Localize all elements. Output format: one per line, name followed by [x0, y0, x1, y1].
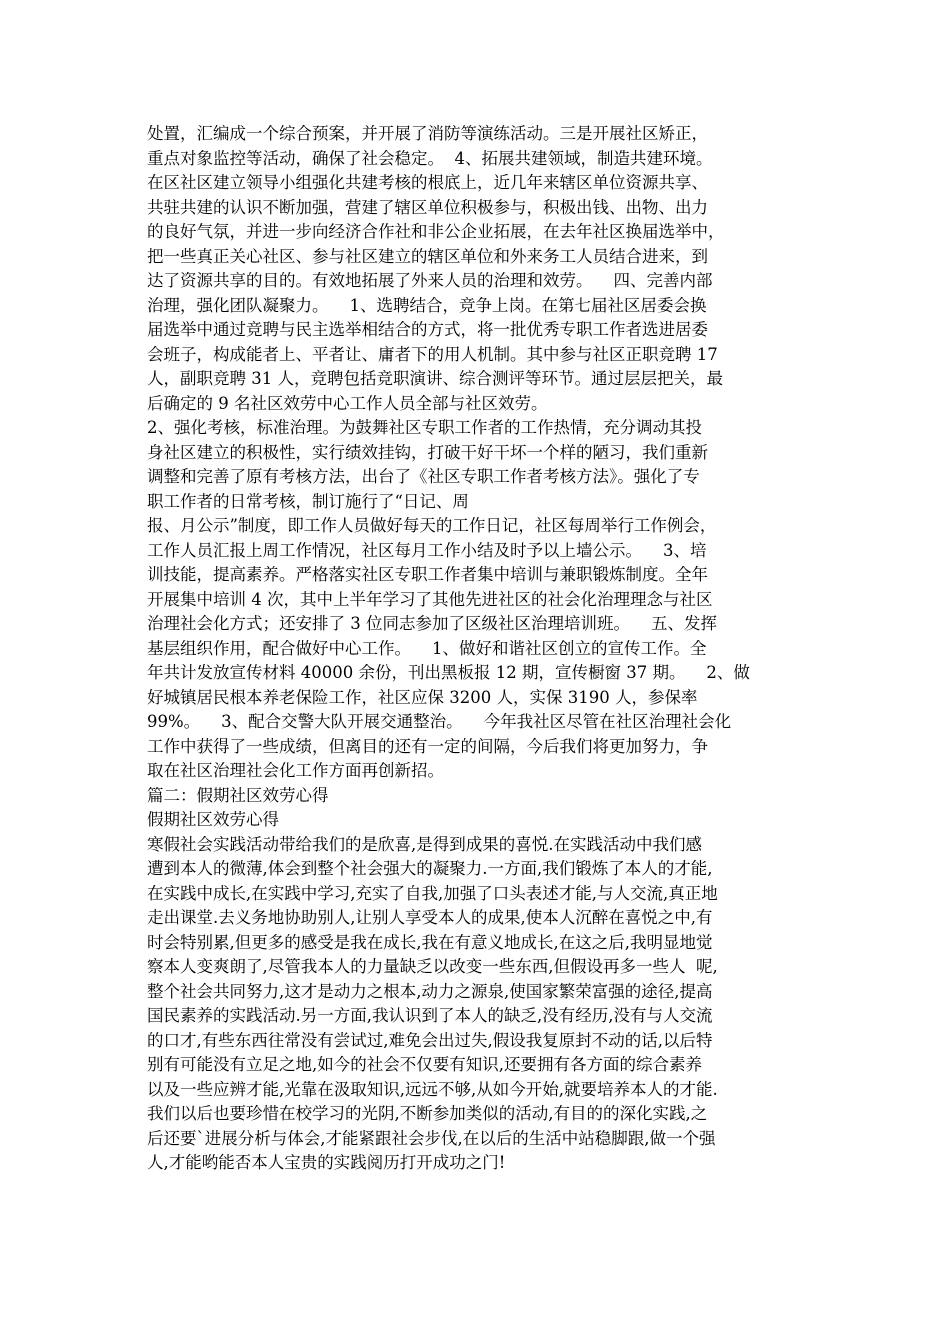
- text-line: 会班子，构成能者上、平者让、庸者下的用人机制。其中参与社区正职竞聘 17: [147, 344, 718, 364]
- text-line: 在实践中成长,在实践中学习,充实了自我,加强了口头表述才能,与人交流,真正地: [147, 883, 718, 903]
- text-line: 把一些真正关心社区、参与社区建立的辖区单位和外来务工人员结合进来，到: [147, 246, 708, 266]
- text-line: 共驻共建的认识不断加强，营建了辖区单位积极参与，积极出钱、出物、出力: [147, 197, 708, 217]
- text-line: 的口才,有些东西往常没有尝试过,难免会出过失,假设我复原封不动的话,以后特: [147, 1030, 713, 1050]
- text-line: 的良好气氛，并进一步向经济合作社和非公企业拓展，在去年社区换届选举中，: [147, 222, 725, 241]
- text-line: 届选举中通过竞聘与民主选举相结合的方式，将一批优秀专职工作者选进居委: [147, 320, 708, 339]
- text-line: 整个社会共同努力,这才是动力之根本,动力之源泉,使国家繁荣富强的途径,提高: [147, 981, 713, 1001]
- text-line: 工作人员汇报上周工作情况，社区每月工作小结及时予以上墙公示。 3、培: [147, 540, 707, 560]
- text-line: 假期社区效劳心得: [147, 810, 279, 829]
- text-line: 基层组织作用，配合做好中心工作。 1、做好和谐社区创立的宣传工作。全: [147, 638, 707, 658]
- text-line: 99%。 3、配合交警大队开展交通整治。 今年我社区尽管在社区治理社会化: [147, 712, 732, 731]
- text-line: 我们以后也要珍惜在校学习的光阴,不断参加类似的活动,有目的的深化实践,之: [147, 1104, 708, 1123]
- text-line: 时会特别累,但更多的感受是我在成长,我在有意义地成长,在这之后,我明显地觉: [147, 932, 713, 952]
- text-line: 遭到本人的微薄,体会到整个社会强大的凝聚力.一方面,我们锻炼了本人的才能,: [147, 859, 713, 878]
- text-line: 走出课堂.去义务地协助别人,让别人享受本人的成果,使本人沉醉在喜悦之中,有: [147, 908, 713, 927]
- text-line: 国民素养的实践活动.另一方面,我认识到了本人的缺乏,没有经历,没有与人交流: [147, 1006, 713, 1025]
- text-line: 取在社区治理社会化工作方面再创新招。: [147, 761, 444, 780]
- text-line: 工作中获得了一些成绩，但离目的还有一定的间隔，今后我们将更加努力，争: [147, 736, 708, 756]
- text-line: 调整和完善了原有考核方法，出台了《社区专职工作者考核方法》。强化了专: [147, 467, 700, 486]
- text-line: 后确定的 9 名社区效劳中心工作人员全部与社区效劳。: [147, 393, 548, 413]
- text-line: 后还要`进展分析与体会,才能紧跟社会步伐,在以后的生活中站稳脚跟,做一个强: [147, 1128, 716, 1148]
- text-line: 训技能，提高素养。严格落实社区专职工作者集中培训与兼职锻炼制度。全年: [147, 565, 708, 584]
- text-line: 篇二：假期社区效劳心得: [147, 785, 329, 805]
- text-line: 治理社会化方式；还安排了 3 位同志参加了区级社区治理培训班。 五、发挥: [147, 614, 717, 633]
- text-line: 别有可能没有立足之地,如今的社会不仅要有知识,还要拥有各方面的综合素养: [147, 1055, 702, 1074]
- text-line: 职工作者的日常考核，制订施行了“日记、周: [147, 491, 469, 511]
- text-line: 好城镇居民根本养老保险工作，社区应保 3200 人，实保 3190 人，参保率: [147, 687, 698, 707]
- text-line: 以及一些应辨才能,光靠在汲取知识,远远不够,从如今开始,就要培养本人的才能.: [147, 1079, 718, 1099]
- text-line: 人,才能哟能否本人宝贵的实践阅历打开成功之门!: [147, 1153, 506, 1172]
- text-line: 察本人变爽朗了,尽管我本人的力量缺乏以改变一些东西,但假设再多一些人 呢,: [147, 957, 718, 976]
- text-line: 报、月公示”制度，即工作人员做好每天的工作日记，社区每周举行工作例会，: [147, 516, 717, 535]
- text-line: 治理，强化团队凝聚力。 1、选聘结合，竞争上岗。在第七届社区居委会换: [147, 295, 707, 315]
- text-line: 处置，汇编成一个综合预案，并开展了消防等演练活动。三是开展社区矫正，: [147, 124, 708, 143]
- text-line: 达了资源共享的目的。有效地拓展了外来人员的治理和效劳。 四、完善内部: [147, 271, 713, 290]
- text-line: 开展集中培训 4 次，其中上半年学习了其他先进社区的社会化治理理念与社区: [147, 589, 713, 609]
- text-line: 人，副职竞聘 31 人，竞聘包括竞职演讲、综合测评等环节。通过层层把关，最: [147, 369, 723, 388]
- text-line: 重点对象监控等活动，确保了社会稳定。 4、拓展共建领域，制造共建环境。: [147, 148, 713, 168]
- text-line: 2、强化考核，标准治理。为鼓舞社区专职工作者的工作热情，充分调动其投: [147, 418, 702, 437]
- text-line: 年共计发放宣传材料 40000 余份，刊出黑板报 12 期，宣传橱窗 37 期。 2、做: [147, 663, 750, 682]
- text-line: 在区社区建立领导小组强化共建考核的根底上，近几年来辖区单位资源共享、: [147, 173, 708, 192]
- text-line: 寒假社会实践活动带给我们的是欣喜,是得到成果的喜悦.在实践活动中我们感: [147, 834, 702, 854]
- document-body: [147, 122, 811, 1176]
- text-line: 身社区建立的积极性，实行绩效挂钩，打破干好干坏一个样的陋习，我们重新: [147, 442, 708, 462]
